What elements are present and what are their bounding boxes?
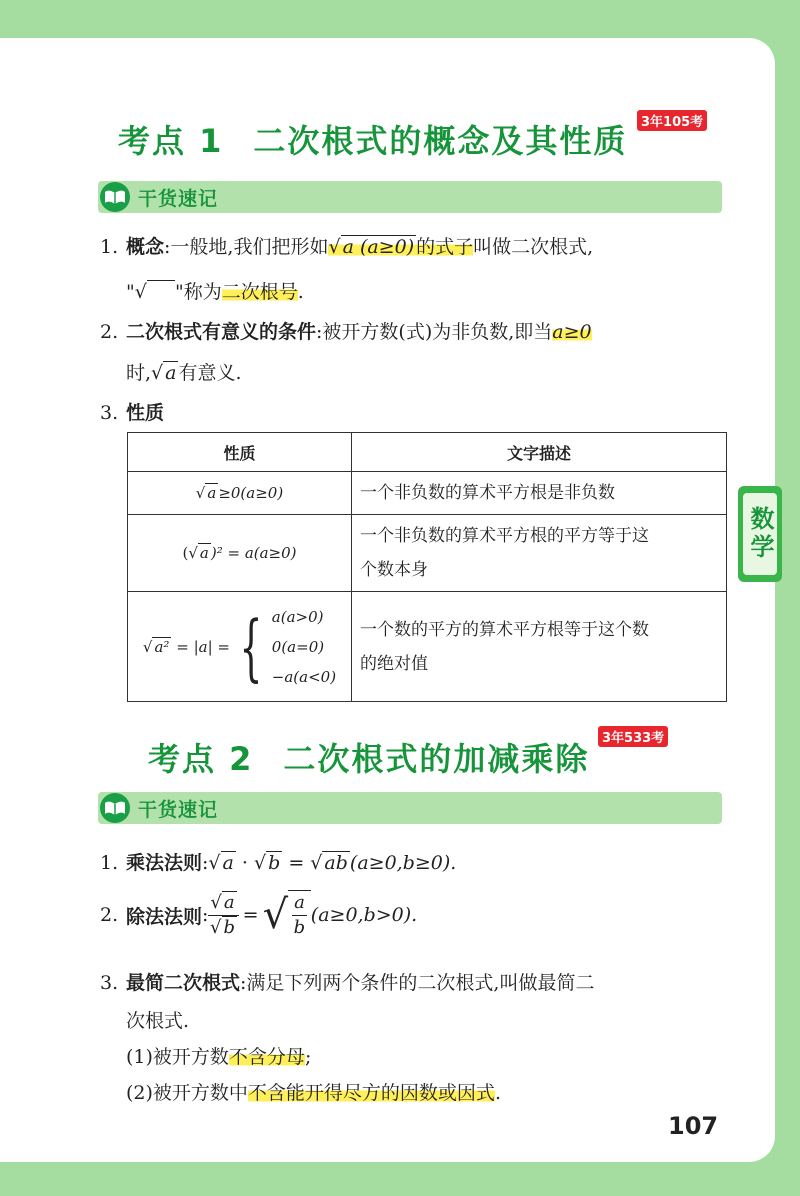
desc-1-line1: 一个非负数的算术平方根是非负数	[360, 483, 615, 503]
s1-item2-text-b: 时,	[126, 362, 152, 384]
s1-item3-num: 3.	[100, 402, 119, 424]
section1-bar	[98, 181, 722, 213]
s2-item3-text-a: :满足下列两个条件的二次根式,叫做最简二	[240, 972, 595, 994]
s2-item3-num: 3.	[100, 972, 119, 994]
s2-item2-rhs-frac	[288, 890, 311, 940]
s2-item2-line	[100, 890, 417, 940]
s2-item2-rhs-num: a	[292, 891, 307, 916]
cond1-end: ;	[304, 1046, 312, 1068]
s2-item1-sep: :	[202, 852, 209, 874]
s1-item1-end: .	[297, 281, 304, 303]
s2-item2-lhs-frac: $\frac{√ a}{√ b}$	[208, 891, 238, 940]
s1-item2-text-a: :被开方数(式)为非负数,即当	[316, 321, 553, 343]
big-radical-icon: √	[262, 892, 289, 938]
s2-item2-lhs-den: b	[223, 916, 236, 938]
book-icon	[100, 793, 130, 823]
s2-item2-lhs-num: a	[223, 891, 235, 913]
properties-table	[127, 432, 727, 702]
formula-2-head: (	[182, 544, 189, 562]
section1-title: 二次根式的概念及其性质	[253, 122, 628, 160]
s2-item2-sep: :	[202, 904, 209, 926]
s1-item1-line1	[100, 232, 593, 259]
desc-2-line2: 个数本身	[360, 560, 428, 580]
s1-item1-expr-hl: √ a (a≥0) 的式子	[328, 236, 474, 258]
s1-item1-expr: a (a≥0)	[342, 236, 415, 258]
table-desc-2	[352, 515, 727, 592]
formula-2-radicand: a	[199, 544, 209, 562]
s1-item1-expr-tail: 的式子	[416, 236, 474, 258]
s2-item2-eq: =	[242, 904, 259, 926]
section2-title: 二次根式的加减乘除	[283, 740, 590, 778]
s1-item2-line2: 时,√ a 有意义.	[126, 362, 242, 384]
s1-item1-num: 1.	[100, 236, 119, 258]
s1-item2-text-d: 有意义.	[178, 362, 242, 384]
table-header-row	[128, 433, 727, 472]
case-1: a(a>0)	[271, 607, 324, 626]
s1-item2-cond: a≥0	[552, 321, 592, 343]
s1-item1-text-d: "称为	[175, 281, 222, 303]
table-formula-3: √ a² = |a| = { a(a>0) 0(a=0) −a(a<0)	[128, 592, 352, 702]
brace-icon: {	[239, 604, 263, 689]
s1-item1-text-b: 叫做二次根式,	[473, 236, 594, 258]
desc-3-line1: 一个数的平方的算术平方根等于这个数	[360, 619, 649, 640]
s2-item1-dot: ·	[241, 852, 248, 874]
s1-item2-num: 2.	[100, 321, 119, 343]
s1-item3-label: 性质	[126, 402, 165, 424]
formula-3-radicand: a²	[154, 638, 170, 656]
formula-1-tail: ≥0(a≥0)	[218, 484, 284, 502]
s2-item2-cond: (a≥0,b>0).	[310, 904, 418, 926]
cond2-prefix: (2)被开方数中	[126, 1082, 248, 1104]
s1-item1-label: 概念	[126, 236, 165, 258]
s1-item1-text-c: "	[126, 281, 135, 303]
page-number: 107	[668, 1112, 719, 1140]
formula-3-cases	[272, 602, 336, 692]
cond1-prefix: (1)被开方数	[126, 1046, 229, 1068]
s2-item2-label: 除法法则	[126, 905, 203, 928]
cond1-highlight: 不含分母	[228, 1046, 305, 1068]
section1-heading	[118, 116, 627, 162]
s1-item2-radicand: a	[165, 362, 177, 384]
s2-item1-line: 1. 乘法法则:√ a · √ b = √ ab (a≥0,b≥0).	[100, 852, 457, 874]
s2-item3-line2	[126, 1006, 189, 1033]
section2-bar	[98, 792, 722, 824]
s2-item1-cond: (a≥0,b≥0).	[349, 852, 457, 874]
table-header-property: 性质	[128, 433, 352, 472]
s1-item3-line	[100, 398, 164, 425]
s2-item3-line1	[100, 968, 594, 995]
section1-number: 考点 1	[118, 122, 224, 160]
table-row	[128, 515, 727, 592]
table-row	[128, 472, 727, 515]
section2-bar-title: 干货速记	[138, 798, 219, 821]
s2-item2-num: 2.	[100, 904, 119, 926]
s2-item3-cond1	[126, 1042, 311, 1069]
section2-number: 考点 2	[148, 740, 254, 778]
table-desc-1	[352, 472, 727, 515]
s2-item2-rhs-den: b	[293, 917, 306, 938]
s2-item3-text-b: 次根式.	[126, 1010, 190, 1032]
table-row	[128, 592, 727, 702]
formula-3-mid: = |a| =	[176, 637, 230, 656]
cond2-highlight: 不含能开得尽方的因数或因式	[247, 1082, 495, 1104]
s2-item3-cond2	[126, 1078, 501, 1105]
section1-bar-title: 干货速记	[138, 187, 219, 210]
desc-3-line2: 的绝对值	[360, 653, 428, 674]
desc-2-line1: 一个非负数的算术平方根的平方等于这	[360, 526, 649, 546]
formula-2-tail: )² = a(a≥0)	[210, 544, 297, 562]
table-desc-3	[352, 592, 727, 702]
section1-badge: 3年105考	[637, 110, 707, 131]
radical-sign-icon: √	[135, 280, 175, 303]
s1-item1-term: 二次根号	[221, 281, 298, 303]
case-2: 0(a=0)	[271, 637, 325, 656]
s2-item1-eq: =	[288, 852, 305, 874]
s2-item1-label: 乘法法则	[126, 852, 203, 874]
table-header-description: 文字描述	[352, 433, 727, 472]
s2-item1-b: b	[268, 852, 281, 874]
table-formula-2: (√ a )² = a(a≥0)	[128, 515, 352, 592]
subject-tab[interactable]	[738, 486, 782, 582]
cond2-end: .	[494, 1082, 501, 1104]
s2-item1-num: 1.	[100, 852, 119, 874]
s2-item3-label: 最简二次根式	[126, 972, 241, 994]
table-formula-1: √ a ≥0(a≥0)	[128, 472, 352, 515]
book-icon	[100, 182, 130, 212]
s2-item1-ab: ab	[324, 852, 348, 874]
formula-1-radicand: a	[207, 484, 217, 502]
s1-item2-line1	[100, 317, 592, 344]
s2-item1-a: a	[222, 852, 234, 874]
subject-tab-label: 数学	[743, 493, 777, 575]
s1-item2-label: 二次根式有意义的条件	[126, 321, 317, 343]
case-3: −a(a<0)	[271, 667, 337, 686]
section2-badge: 3年533考	[598, 726, 668, 747]
s1-item1-text-a: :一般地,我们把形如	[164, 236, 329, 258]
section2-heading	[148, 734, 589, 780]
s1-item1-line2	[126, 277, 304, 304]
